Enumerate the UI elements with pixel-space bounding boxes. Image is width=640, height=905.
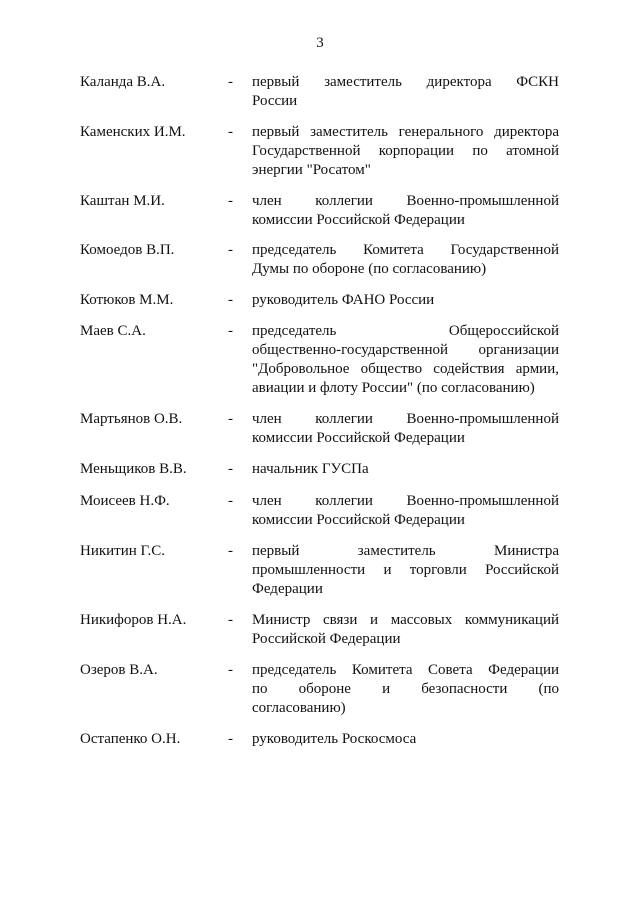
position-line: начальник ГУСПа — [252, 461, 369, 477]
member-position — [252, 611, 559, 649]
position-line: Думы по обороне (по согласованию) — [252, 261, 487, 277]
position-line: общественно-государственной организации — [252, 342, 559, 358]
member-name: Каланда В.А. — [80, 74, 166, 90]
position-line: первый заместитель Министра — [252, 543, 559, 559]
member-name: Никитин Г.С. — [80, 543, 166, 559]
member-name: Меньщиков В.В. — [80, 461, 187, 477]
position-line: председатель Комитета Совета Федерации — [252, 662, 559, 678]
position-line: "Добровольное общество содействия армии, — [252, 361, 559, 377]
separator-dash: - — [228, 662, 233, 678]
separator-dash: - — [228, 411, 233, 427]
member-position — [252, 730, 559, 749]
position-line: первый заместитель генерального директора — [252, 124, 559, 140]
position-line: энергии "Росатом" — [252, 162, 371, 178]
member-name: Каштан М.И. — [80, 193, 165, 209]
member-name: Озеров В.А. — [80, 662, 158, 678]
position-line: член коллегии Военно-промышленной — [252, 193, 559, 209]
member-position — [252, 241, 559, 279]
separator-dash: - — [228, 74, 233, 90]
separator-dash: - — [228, 242, 233, 258]
position-line: России — [252, 93, 298, 109]
position-line: Федерации — [252, 581, 323, 597]
position-line: авиации и флоту России" (по согласованию) — [252, 380, 535, 396]
position-line: комиссии Российской Федерации — [252, 430, 465, 446]
member-position — [252, 460, 559, 479]
separator-dash: - — [228, 124, 233, 140]
position-line: комиссии Российской Федерации — [252, 512, 465, 528]
page-number: 3 — [316, 35, 324, 51]
member-position — [252, 192, 559, 230]
member-position — [252, 492, 559, 530]
member-name: Мартьянов О.В. — [80, 411, 183, 427]
position-line: председатель Комитета Государственной — [252, 242, 559, 258]
separator-dash: - — [228, 323, 233, 339]
position-line: первый заместитель директора ФСКН — [252, 74, 559, 90]
member-position — [252, 123, 559, 180]
member-name: Комоедов В.П. — [80, 242, 175, 258]
member-name: Маев С.А. — [80, 323, 146, 339]
separator-dash: - — [228, 461, 233, 477]
position-line: по обороне и безопасности (по — [252, 681, 559, 697]
separator-dash: - — [228, 193, 233, 209]
member-position — [252, 291, 559, 310]
member-position — [252, 73, 559, 111]
position-line: комиссии Российской Федерации — [252, 212, 465, 228]
position-line: промышленности и торговли Российской — [252, 562, 559, 578]
member-position — [252, 410, 559, 448]
member-name: Котюков М.М. — [80, 292, 174, 308]
position-line: член коллегии Военно-промышленной — [252, 493, 559, 509]
separator-dash: - — [228, 493, 233, 509]
separator-dash: - — [228, 292, 233, 308]
member-name: Моисеев Н.Ф. — [80, 493, 170, 509]
member-name: Никифоров Н.А. — [80, 612, 187, 628]
separator-dash: - — [228, 731, 233, 747]
position-line: согласованию) — [252, 700, 346, 716]
position-line: Государственной корпорации по атомной — [252, 143, 559, 159]
position-line: Министр связи и массовых коммуникаций — [252, 612, 559, 628]
separator-dash: - — [228, 543, 233, 559]
position-line: председатель Общероссийской — [252, 323, 559, 339]
position-line: руководитель ФАНО России — [252, 292, 435, 308]
position-line: руководитель Роскосмоса — [252, 731, 417, 747]
member-position — [252, 661, 559, 718]
member-position — [252, 322, 559, 398]
position-line: член коллегии Военно-промышленной — [252, 411, 559, 427]
member-name: Каменских И.М. — [80, 124, 186, 140]
member-name: Остапенко О.Н. — [80, 731, 181, 747]
separator-dash: - — [228, 612, 233, 628]
position-line: Российской Федерации — [252, 631, 401, 647]
member-position — [252, 542, 559, 599]
